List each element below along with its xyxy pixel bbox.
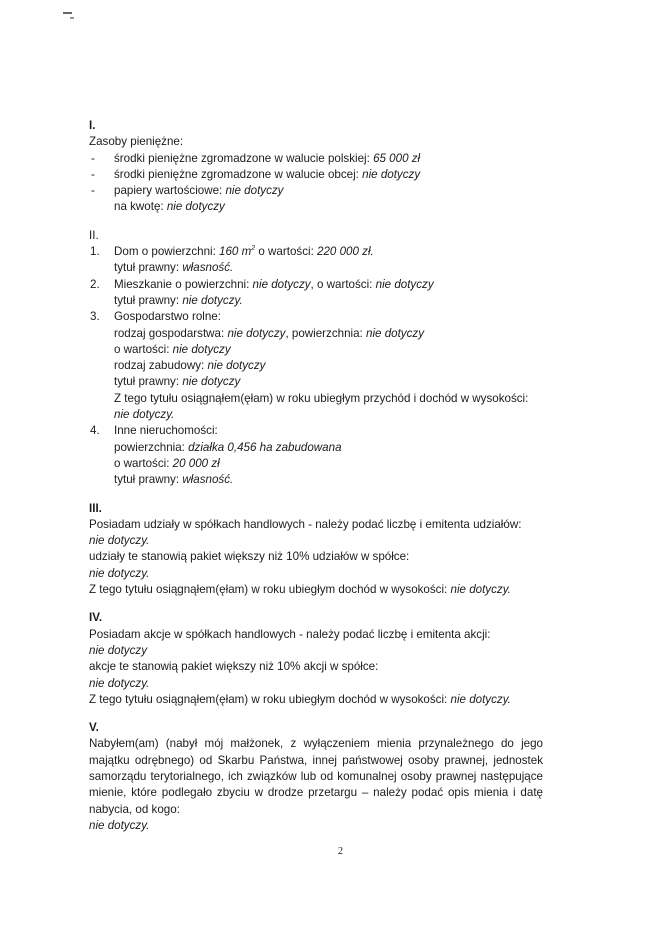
section-4: IV. Posiadam akcje w spółkach handlowych - należy podać liczbę i emitenta akcji: nie dotyczy akcje te stanowią pakiet większy niż 10% akcji w spółce: nie dotyczy. Z tego tytułu osiągnąłem(ęłam) w roku ubiegłym dochód w wysokości: nie dotyczy. xyxy=(89,610,543,708)
section-1 xyxy=(89,118,543,216)
list-item: - papiery wartościowe: nie dotyczy xyxy=(91,184,284,198)
document-page xyxy=(89,118,543,846)
property-item-apartment: 2. Mieszkanie o powierzchni: nie dotyczy, o wartości: nie dotyczy tytuł prawny: nie dotyczy. xyxy=(90,277,434,307)
section-2 xyxy=(89,228,543,489)
amount-line: na kwotę: nie dotyczy xyxy=(114,200,225,214)
section-title: II. xyxy=(89,228,99,242)
section-title: III. xyxy=(89,501,102,515)
page-number: 2 xyxy=(338,846,343,857)
property-item-house: 1. Dom o powierzchni: 160 $m^2$ o wartości: 220 000 zł. tytuł prawny: własność. xyxy=(90,245,374,275)
list-item: - środki pieniężne zgromadzone w walucie obcej: nie dotyczy xyxy=(91,167,421,181)
section-title: I. xyxy=(89,119,96,132)
section-title: IV. xyxy=(89,611,103,625)
section-title: V. xyxy=(89,721,99,735)
scan-mark xyxy=(63,12,72,14)
property-item-other: 4. Inne nieruchomości: powierzchnia: działka 0,456 ha zabudowana o wartości: 20 000 zł tytuł prawny: własność. xyxy=(90,424,342,487)
list-item: - środki pieniężne zgromadzone w walucie polskiej: 65 000 zł xyxy=(91,151,421,165)
section-heading: Zasoby pieniężne: xyxy=(89,135,184,149)
property-item-farm: 3. Gospodarstwo rolne: rodzaj gospodarstwa: nie dotyczy, powierzchnia: nie dotyczy o wartości: nie dotyczy rodzaj zabudowy: nie dotyczy tytuł prawny: nie dotyczy Z tego tytułu osiągnąłem(ęłam) w roku ubiegłym przychód i dochód w wysokości: nie dotyczy. xyxy=(90,310,529,422)
section-5: V. Nabyłem(am) (nabył mój małżonek, z wyłączeniem mienia przynależnego do jego majątku odrębnego) od Skarbu Państwa, innej państwowej osoby prawnej, jednostek samorządu terytorialnego, ich związków lub od komunalnej osoby prawnej następujące mienie, które podlegało zbyciu w drodze przetargu – należy podać opis mienia i datę nabycia, od kogo: nie dotyczy. xyxy=(89,721,543,832)
section-paragraph: Nabyłem(am) (nabył mój małżonek, z wyłączeniem mienia przynależnego do jego majątku odrębnego) od Skarbu Państwa, innej państwowej osoby prawnej, jednostek samorządu terytorialnego, ich związków lub od komunalnej osoby prawnej następujące mienie, które podlegało zbyciu w drodze przetargu – należy podać opis mienia i datę nabycia, od kogo: xyxy=(89,737,543,816)
section-3: III. Posiadam udziały w spółkach handlowych - należy podać liczbę i emitenta udziałów: nie dotyczy. udziały te stanowią pakiet większy niż 10% udziałów w spółce: nie dotyczy. Z tego tytułu osiągnąłem(ęłam) w roku ubiegłym dochód w wysokości: nie dotyczy. xyxy=(89,501,543,599)
scan-mark xyxy=(70,17,74,19)
